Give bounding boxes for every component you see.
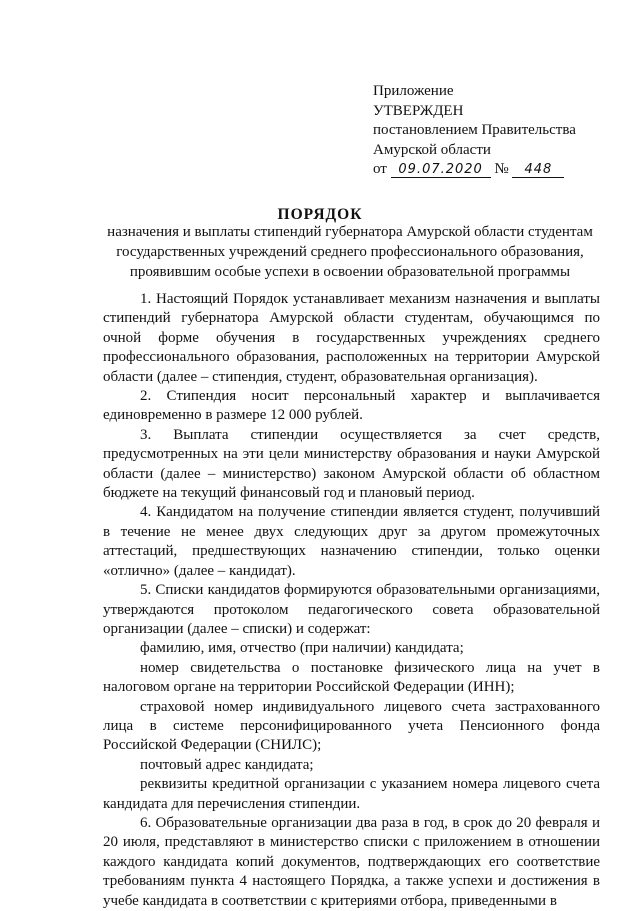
handwritten-number: 448 xyxy=(512,162,564,178)
document-body xyxy=(103,290,600,911)
list-item-inn: номер свидетельства о постановке физического лица на учет в налоговом органе на территории Российской Федерации (ИНН); xyxy=(103,659,600,696)
approval-date-line xyxy=(373,160,623,180)
handwritten-date: 09.07.2020 xyxy=(391,162,491,178)
list-item-bank: реквизиты кредитной организации с указанием номера лицевого счета кандидата для перечисления стипендии. xyxy=(103,776,600,812)
paragraph-3: 3. Выплата стипендии осуществляется за счет средств, предусмотренных на эти цели министерству образования и науки Амурской области (далее – министерство) законом Амурской области об областном бюджете на текущий финансовый год и плановый период. xyxy=(103,426,600,502)
number-prefix: № xyxy=(494,161,509,177)
approval-approved-label: УТВЕРЖДЕН xyxy=(373,102,464,119)
list-item-snils: страховой номер индивидуального лицевого счета застрахованного лица в системе персонифицированного учета Пенсионного фонда Российской Федерации (СНИЛС); xyxy=(103,698,600,754)
approval-block xyxy=(373,82,623,180)
document-subtitle: назначения и выплаты стипендий губернатора Амурской области студентам государственных учреждений среднего профессионального образования, проявившим особые успехи в освоении образовательной программы xyxy=(107,224,593,280)
list-item-address: почтовый адрес кандидата; xyxy=(140,756,314,773)
document-title: ПОРЯДОК xyxy=(277,206,363,223)
date-prefix: от xyxy=(373,161,387,177)
approval-region-label: Амурской области xyxy=(373,141,491,158)
paragraph-2: 2. Стипендия носит персональный характер и выплачивается единовременно в размере 12 000 рублей. xyxy=(103,388,600,424)
approval-appendix-label: Приложение xyxy=(373,83,454,99)
paragraph-1: 1. Настоящий Порядок устанавливает механизм назначения и выплаты стипендий губернатора Амурской области студентам, обучающимся по очной форме обучения в государственных учреждениях среднего профессионального образования, расположенных на территории Амурской области (далее – стипендия, студент, образовательная организация). xyxy=(103,291,600,385)
list-item-fio: фамилию, имя, отчество (при наличии) кандидата; xyxy=(140,640,464,657)
approval-resolution-label: постановлением Правительства xyxy=(373,122,576,138)
paragraph-6: 6. Образовательные организации два раза в год, в срок до 20 февраля и 20 июля, представляют в министерство списки с приложением в отношении каждого кандидата копий документов, подтверждающих его соответствие требованиям пункта 4 настоящего Порядка, а также успехи и достижения в учебе кандидата в соответствии с критериями отбора, приведенными в xyxy=(103,814,600,909)
paragraph-4: 4. Кандидатом на получение стипендии является студент, получивший в течение не менее двух следующих друг за другом промежуточных аттестаций, предшествующих назначению стипендии, только оценки «отлично» (далее – кандидат). xyxy=(103,504,600,579)
paragraph-5: 5. Списки кандидатов формируются образовательными организациями, утверждаются протоколом педагогического совета образовательной организации (далее – списки) и содержат: xyxy=(103,582,600,637)
